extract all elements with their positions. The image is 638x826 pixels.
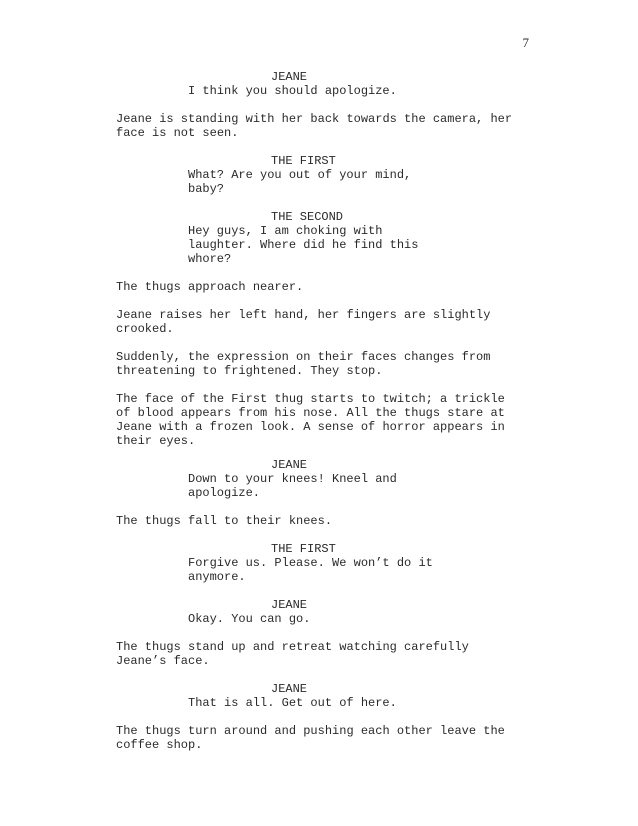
character-name: THE FIRST (271, 542, 336, 556)
action-paragraph: The face of the First thug starts to twitch; a trickle of blood appears from his nose. All the thugs stare at Jeane with a frozen look. A sense of horror appears in their eyes. (116, 392, 505, 448)
dialogue-line: What? Are you out of your mind, baby? (188, 168, 412, 196)
action-paragraph: Suddenly, the expression on their faces changes from threatening to frightened. They stop. (116, 350, 491, 378)
action-paragraph: The thugs fall to their knees. (116, 514, 333, 528)
character-name: JEANE (271, 682, 308, 696)
character-name: THE SECOND (271, 210, 344, 224)
action-paragraph: Jeane raises her left hand, her fingers are slightly crooked. (116, 308, 491, 336)
dialogue-line: Down to your knees! Kneel and apologize. (188, 472, 397, 500)
dialogue-line: Okay. You can go. (188, 612, 311, 626)
dialogue-line: I think you should apologize. (188, 84, 397, 98)
character-name: JEANE (271, 458, 308, 472)
dialogue-line: Hey guys, I am choking with laughter. Where did he find this whore? (188, 224, 419, 266)
dialogue-line: Forgive us. Please. We won’t do it anymore. (188, 556, 433, 584)
action-paragraph: The thugs approach nearer. (116, 280, 304, 294)
character-name: JEANE (271, 70, 308, 84)
page-number: 7 (522, 35, 529, 50)
character-name: JEANE (271, 598, 308, 612)
action-paragraph: The thugs turn around and pushing each other leave the coffee shop. (116, 724, 505, 752)
action-paragraph: The thugs stand up and retreat watching carefully Jeane’s face. (116, 640, 469, 668)
character-name: THE FIRST (271, 154, 336, 168)
dialogue-line: That is all. Get out of here. (188, 696, 397, 710)
action-paragraph: Jeane is standing with her back towards the camera, her face is not seen. (116, 112, 513, 140)
